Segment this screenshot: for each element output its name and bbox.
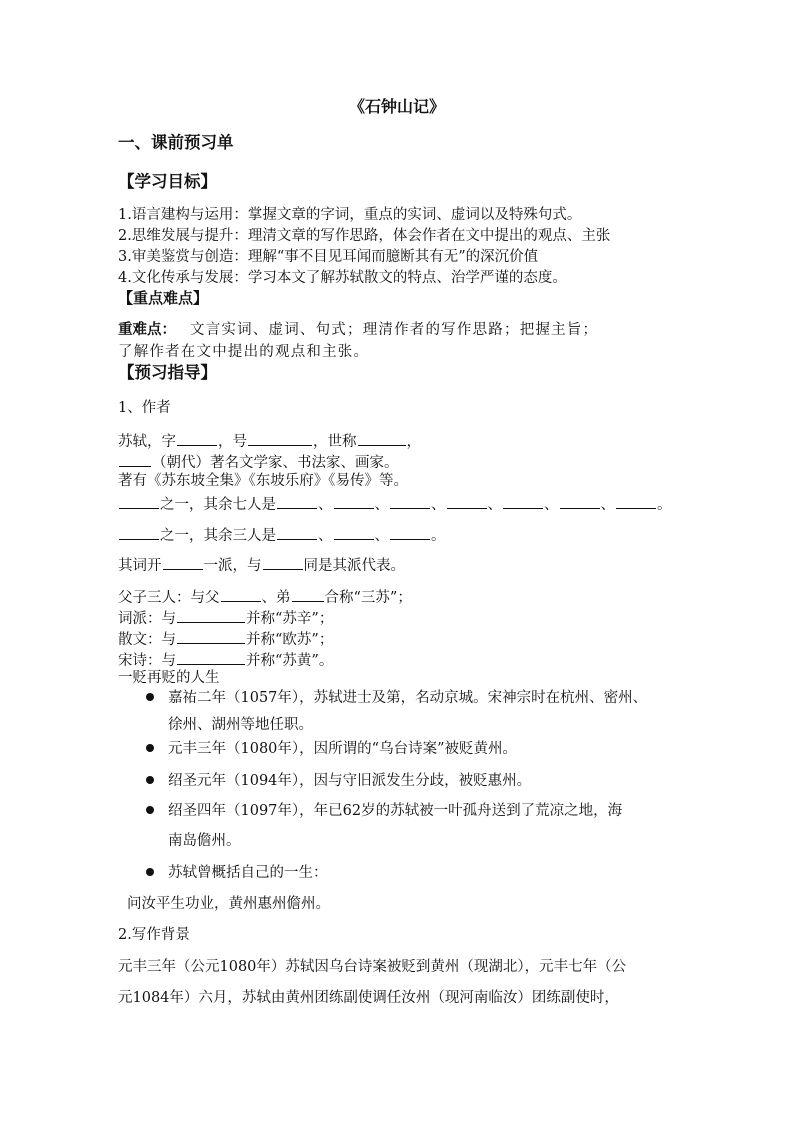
bullet-item-continued: 徐州、湖州等地任职。 — [168, 717, 313, 733]
su-xin-line — [118, 607, 333, 629]
section-heading-preview: 一、课前预习单 — [118, 133, 234, 152]
text-segment: 并称“苏黄”。 — [246, 653, 334, 669]
fill-blank[interactable] — [447, 493, 487, 509]
goal-item: 3.审美鉴赏与创造：理解“事不目见耳闻而臆断其有无”的深沉价值 — [118, 249, 539, 265]
text-segment: 。 — [657, 497, 672, 513]
key-points-text: 文言实词、虚词、句式；理清作者的写作思路；把握主旨； — [190, 322, 599, 338]
text-segment: 、 — [431, 497, 446, 513]
text-segment: 、 — [487, 497, 502, 513]
text-segment: 之一，其余三人是 — [160, 528, 276, 544]
fill-blank[interactable] — [263, 554, 303, 570]
text-segment: 同是其派代表。 — [303, 558, 405, 574]
document-title: 《石钟山记》 — [348, 97, 445, 116]
text-segment: （朝代）著名文学家、书法家、画家。 — [152, 455, 399, 471]
fill-blank[interactable] — [390, 493, 430, 509]
fill-blank[interactable] — [177, 430, 217, 446]
fill-blank[interactable] — [163, 554, 203, 570]
text-segment: 。 — [431, 528, 446, 544]
goals-heading: 【学习目标】 — [118, 172, 217, 191]
bullet-dot-icon — [146, 744, 154, 752]
text-segment: 并称“苏辛”； — [246, 611, 334, 627]
fill-blank[interactable] — [292, 586, 324, 602]
author-line-2 — [118, 451, 399, 473]
bullet-dot-icon — [146, 806, 154, 814]
background-heading: 2.写作背景 — [118, 927, 190, 943]
text-segment: 其词开 — [118, 558, 162, 574]
ci-school-line — [118, 554, 405, 576]
key-points-heading: 【重点难点】 — [118, 289, 209, 307]
author-line-1 — [118, 430, 421, 452]
fill-blank[interactable] — [177, 628, 245, 644]
fill-blank[interactable] — [503, 493, 543, 509]
bullet-dot-icon — [146, 776, 154, 784]
fill-blank[interactable] — [119, 493, 159, 509]
text-segment: 、 — [600, 497, 615, 513]
text-segment: 、 — [544, 497, 559, 513]
bullet-dot-icon — [146, 868, 154, 876]
text-segment: ，号 — [218, 434, 247, 450]
fill-blank[interactable] — [390, 524, 430, 540]
bullet-item: 绍圣元年（1094年），因与守旧派发生分歧，被贬惠州。 — [168, 773, 532, 789]
life-quote: 问汝平生功业，黄州惠州儋州。 — [127, 896, 330, 912]
ou-su-line — [118, 628, 333, 650]
fill-blank[interactable] — [616, 493, 656, 509]
fill-blank[interactable] — [221, 586, 261, 602]
guide-heading: 【预习指导】 — [118, 363, 217, 382]
text-segment: 并称“欧苏”； — [246, 632, 334, 648]
life-heading: 一贬再贬的人生 — [118, 670, 220, 686]
fill-blank[interactable] — [177, 607, 245, 623]
fill-blank[interactable] — [119, 524, 159, 540]
text-segment: ，世称 — [313, 434, 357, 450]
bullet-item: 嘉祐二年（1057年），苏轼进士及第，名动京城。宋神宗时在杭州、密州、 — [168, 690, 648, 706]
fill-blank[interactable] — [248, 430, 312, 446]
fill-blank[interactable] — [119, 451, 151, 467]
text-segment: 、 — [318, 497, 333, 513]
text-segment: 散文：与 — [118, 632, 176, 648]
bullet-item: 元丰三年（1080年），因所谓的“乌台诗案”被贬黄州。 — [168, 741, 517, 757]
three-su-line — [118, 586, 412, 608]
fill-blank[interactable] — [334, 493, 374, 509]
key-points-line-2: 了解作者在文中提出的观点和主张。 — [118, 344, 370, 360]
fill-blank[interactable] — [177, 649, 245, 665]
goal-item: 1.语言建构与运用：掌握文章的字词，重点的实词、虚词以及特殊句式。 — [118, 207, 582, 223]
background-text-line: 元1084年）六月，苏轼由黄州团练副使调任汝州（现河南临汝）团练副使时， — [118, 990, 619, 1006]
bullet-dot-icon — [146, 693, 154, 701]
key-points-label: 重难点： — [118, 321, 176, 338]
text-segment: 、 — [318, 528, 333, 544]
text-segment: 合称“三苏”； — [324, 590, 412, 606]
text-segment: 一派，与 — [203, 558, 262, 574]
fill-blank[interactable] — [560, 493, 600, 509]
fill-blank[interactable] — [277, 524, 317, 540]
bullet-item-continued: 南岛儋州。 — [168, 833, 241, 849]
text-segment: 宋诗：与 — [118, 653, 176, 669]
author-line-3: 著有《苏东坡全集》《东坡乐府》《易传》等。 — [118, 473, 408, 489]
text-segment: 之一，其余七人是 — [160, 497, 276, 513]
text-segment: 、 — [374, 528, 389, 544]
bullet-item: 绍圣四年（1097年），年已62岁的苏轼被一叶孤舟送到了荒凉之地，海 — [168, 803, 623, 819]
eight-masters-line — [118, 493, 672, 515]
fill-blank[interactable] — [358, 430, 406, 446]
text-segment: 苏轼，字 — [118, 434, 176, 450]
text-segment: ， — [406, 434, 421, 450]
text-segment: 父子三人：与父 — [118, 590, 220, 606]
bullet-item: 苏轼曾概括自己的一生： — [168, 865, 328, 881]
author-label: 1、作者 — [118, 400, 171, 416]
fill-blank[interactable] — [334, 524, 374, 540]
text-segment: 、 — [374, 497, 389, 513]
goal-item: 2.思维发展与提升：理清文章的写作思路，体会作者在文中提出的观点、主张 — [118, 228, 611, 244]
background-text-line: 元丰三年（公元1080年）苏轼因乌台诗案被贬到黄州（现湖北），元丰七年（公 — [118, 959, 627, 975]
fill-blank[interactable] — [277, 493, 317, 509]
key-points-line-1 — [118, 320, 598, 340]
three-masters-line — [118, 524, 446, 546]
text-segment: 、弟 — [261, 590, 291, 606]
goal-item: 4.文化传承与发展：学习本文了解苏轼散文的特点、治学严谨的态度。 — [118, 270, 567, 286]
text-segment: 词派：与 — [118, 611, 176, 627]
